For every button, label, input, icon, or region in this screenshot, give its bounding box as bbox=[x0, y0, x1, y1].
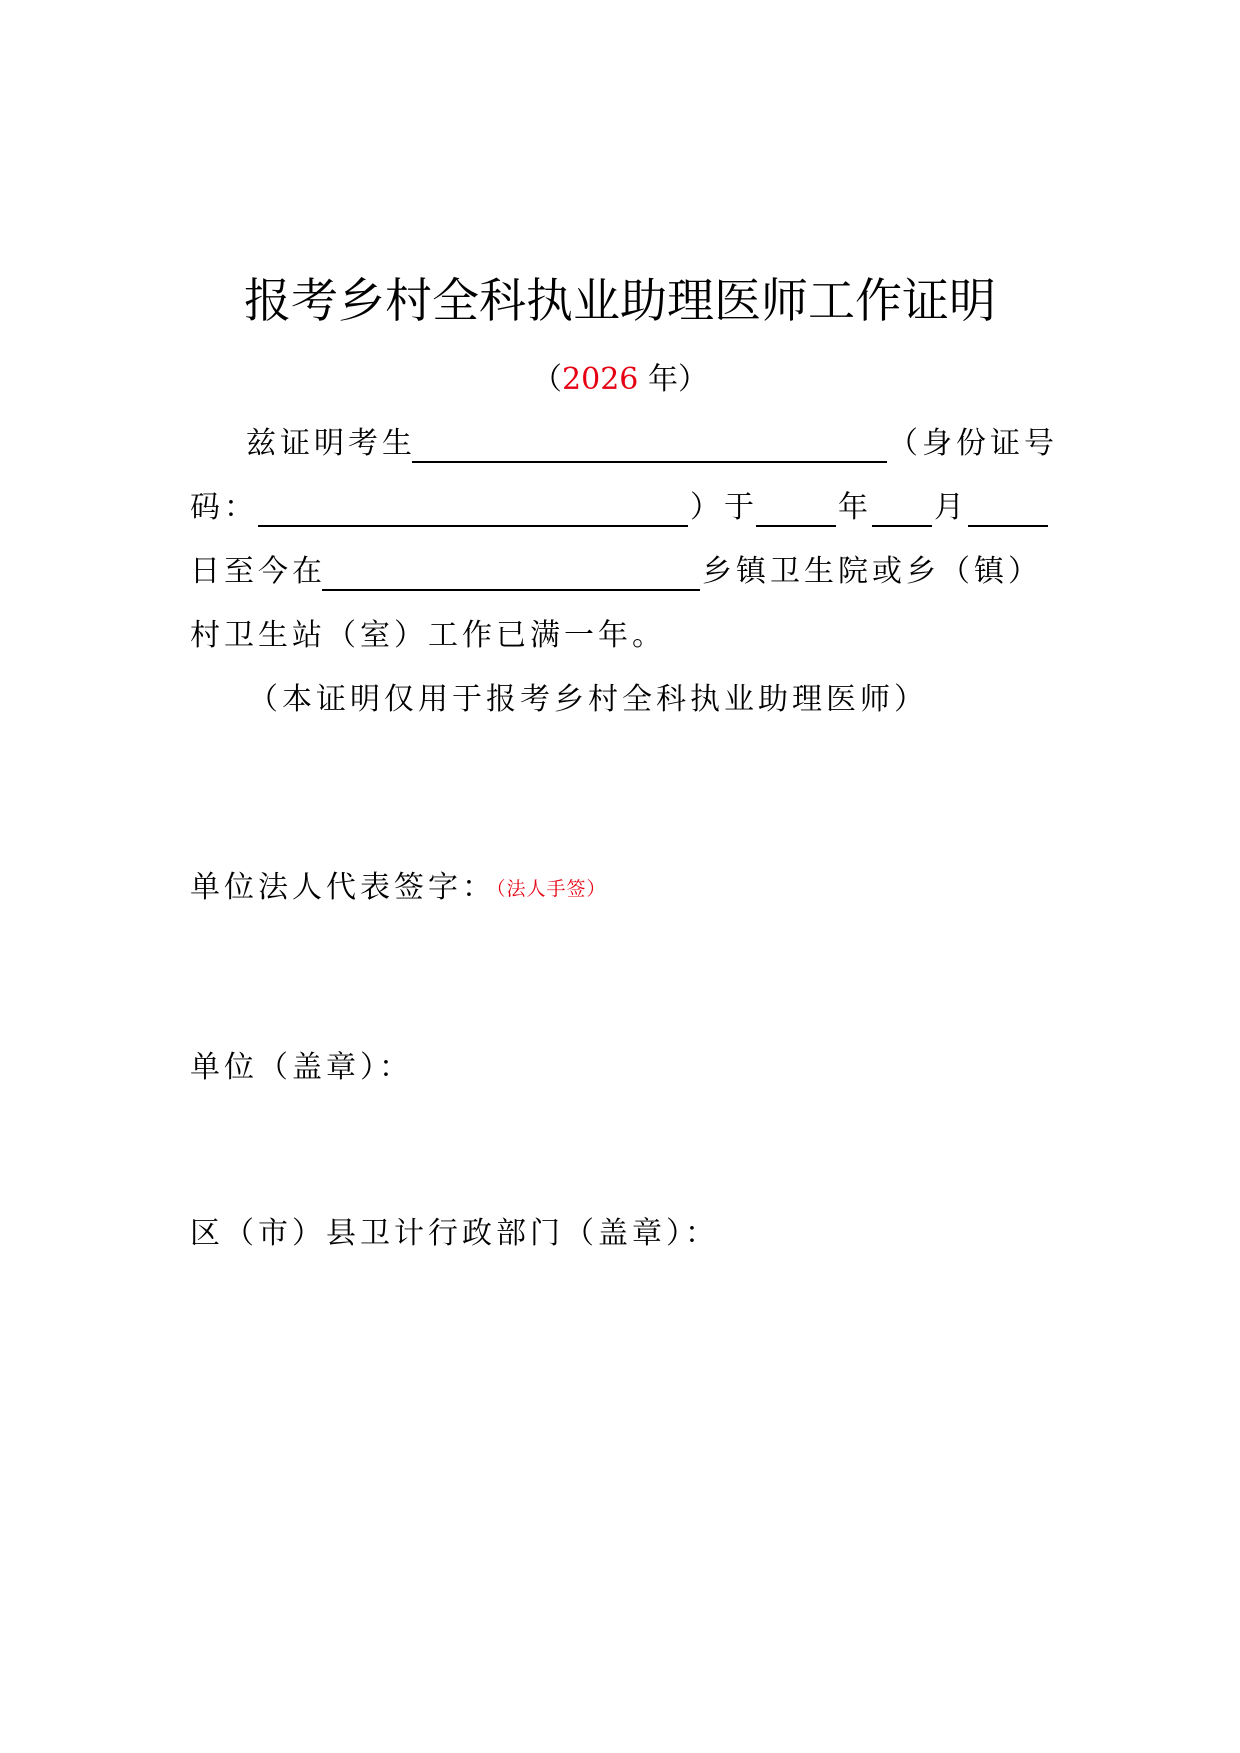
year-open-paren: （ bbox=[532, 362, 563, 397]
usage-note-text: （本证明仅用于报考乡村全科执业助理医师） bbox=[248, 682, 928, 717]
body-line-2 bbox=[190, 484, 1050, 532]
id-number-blank[interactable] bbox=[258, 525, 688, 527]
line1-prefix: 兹证明考生 bbox=[246, 426, 416, 461]
line4-text: 村卫生站（室）工作已满一年。 bbox=[190, 618, 666, 653]
year-value: 2026 bbox=[562, 362, 639, 397]
candidate-name-blank[interactable] bbox=[412, 461, 887, 463]
body-line-3 bbox=[190, 548, 1050, 596]
start-day-blank[interactable] bbox=[968, 525, 1048, 527]
dept-seal-row bbox=[190, 1210, 719, 1258]
legal-rep-hint: （法人手签） bbox=[496, 878, 607, 900]
unit-seal-label: 单位（盖章）： bbox=[190, 1050, 413, 1085]
dept-seal-label: 区（市）县卫计行政部门（盖章）： bbox=[190, 1216, 719, 1251]
start-year-blank[interactable] bbox=[756, 525, 836, 527]
page-title: 报考乡村全科执业助理医师工作证明 bbox=[244, 274, 996, 329]
unit-seal-row bbox=[190, 1044, 413, 1092]
line2-prefix: 码： bbox=[190, 490, 258, 525]
line3-suffix: 乡镇卫生院或乡（镇） bbox=[702, 554, 1042, 589]
workplace-blank[interactable] bbox=[322, 589, 700, 591]
body-line-1 bbox=[190, 420, 1058, 468]
line3-prefix: 日至今在 bbox=[190, 554, 326, 589]
year-suffix: 年） bbox=[638, 362, 708, 397]
line2-mid2: 年 bbox=[838, 490, 872, 525]
line2-mid1: ）于 bbox=[690, 490, 758, 525]
start-month-blank[interactable] bbox=[872, 525, 932, 527]
legal-rep-signature-row bbox=[190, 864, 607, 912]
line1-suffix: （身份证号 bbox=[888, 426, 1058, 461]
legal-rep-label: 单位法人代表签字： bbox=[190, 870, 496, 905]
line2-mid3: 月 bbox=[934, 490, 968, 525]
year-subtitle bbox=[0, 360, 1240, 400]
